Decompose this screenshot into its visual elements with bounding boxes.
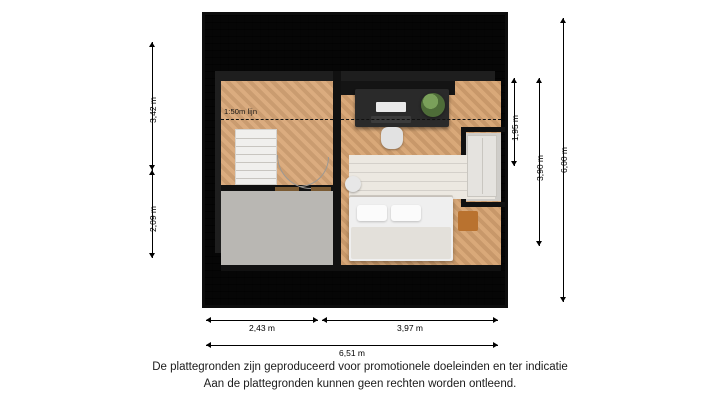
dim-right-inner-label: 1,95 m <box>510 115 520 141</box>
wall-closet-top <box>461 127 505 132</box>
dim-arrow <box>536 241 542 246</box>
dim-right-middle-label: 3,90 m <box>535 155 545 181</box>
wardrobe <box>467 135 497 197</box>
height-line-label: 1:50m lijn <box>224 107 258 116</box>
dim-bottom-left-line <box>206 320 318 321</box>
room-landing-lower <box>221 191 333 265</box>
dim-left-lower-label: 2,09 m <box>148 206 158 232</box>
pillow <box>357 205 387 221</box>
wall-closet-bottom <box>461 202 505 207</box>
disclaimer-line-2: Aan de plattegronden kunnen geen rechten worden ontleend. <box>203 378 517 390</box>
height-line-right <box>341 119 501 120</box>
dim-right-outer-label: 6,00 m <box>559 147 569 173</box>
dim-arrow <box>149 42 155 47</box>
dim-bottom-right-label: 3,97 m <box>397 323 423 333</box>
wall-bottom <box>221 265 501 271</box>
floor-lamp <box>345 176 361 192</box>
door-leaf-right <box>311 187 331 191</box>
dim-bottom-right-line <box>322 320 498 321</box>
duvet <box>351 227 451 259</box>
dim-arrow <box>149 170 155 175</box>
wall-vertical-center <box>333 71 341 265</box>
door-leaf-left <box>275 187 299 191</box>
plant <box>421 93 445 117</box>
desk-chair <box>381 127 403 149</box>
dim-arrow <box>536 78 542 83</box>
floorplan-drawing <box>202 12 508 308</box>
dim-arrow <box>511 161 517 166</box>
monitor <box>376 102 406 112</box>
staircase <box>235 129 277 185</box>
dim-bottom-left-label: 2,43 m <box>249 323 275 333</box>
height-line-left <box>221 119 333 120</box>
dim-arrow <box>560 18 566 23</box>
pillow <box>391 205 421 221</box>
disclaimer <box>0 359 720 393</box>
dim-bottom-total-label: 6,51 m <box>339 348 365 358</box>
interior-area <box>215 71 495 253</box>
dim-arrow <box>560 297 566 302</box>
dim-arrow <box>149 253 155 258</box>
dim-left-upper-label: 3,42 m <box>148 97 158 123</box>
dim-arrow <box>511 78 517 83</box>
disclaimer-line-1: De plattegronden zijn geproduceerd voor promotionele doeleinden en ter indicatie <box>152 361 568 373</box>
nightstand <box>458 211 478 231</box>
roof-area-left <box>205 71 215 253</box>
dim-bottom-total-line <box>206 345 498 346</box>
roof-area-top <box>205 15 505 71</box>
